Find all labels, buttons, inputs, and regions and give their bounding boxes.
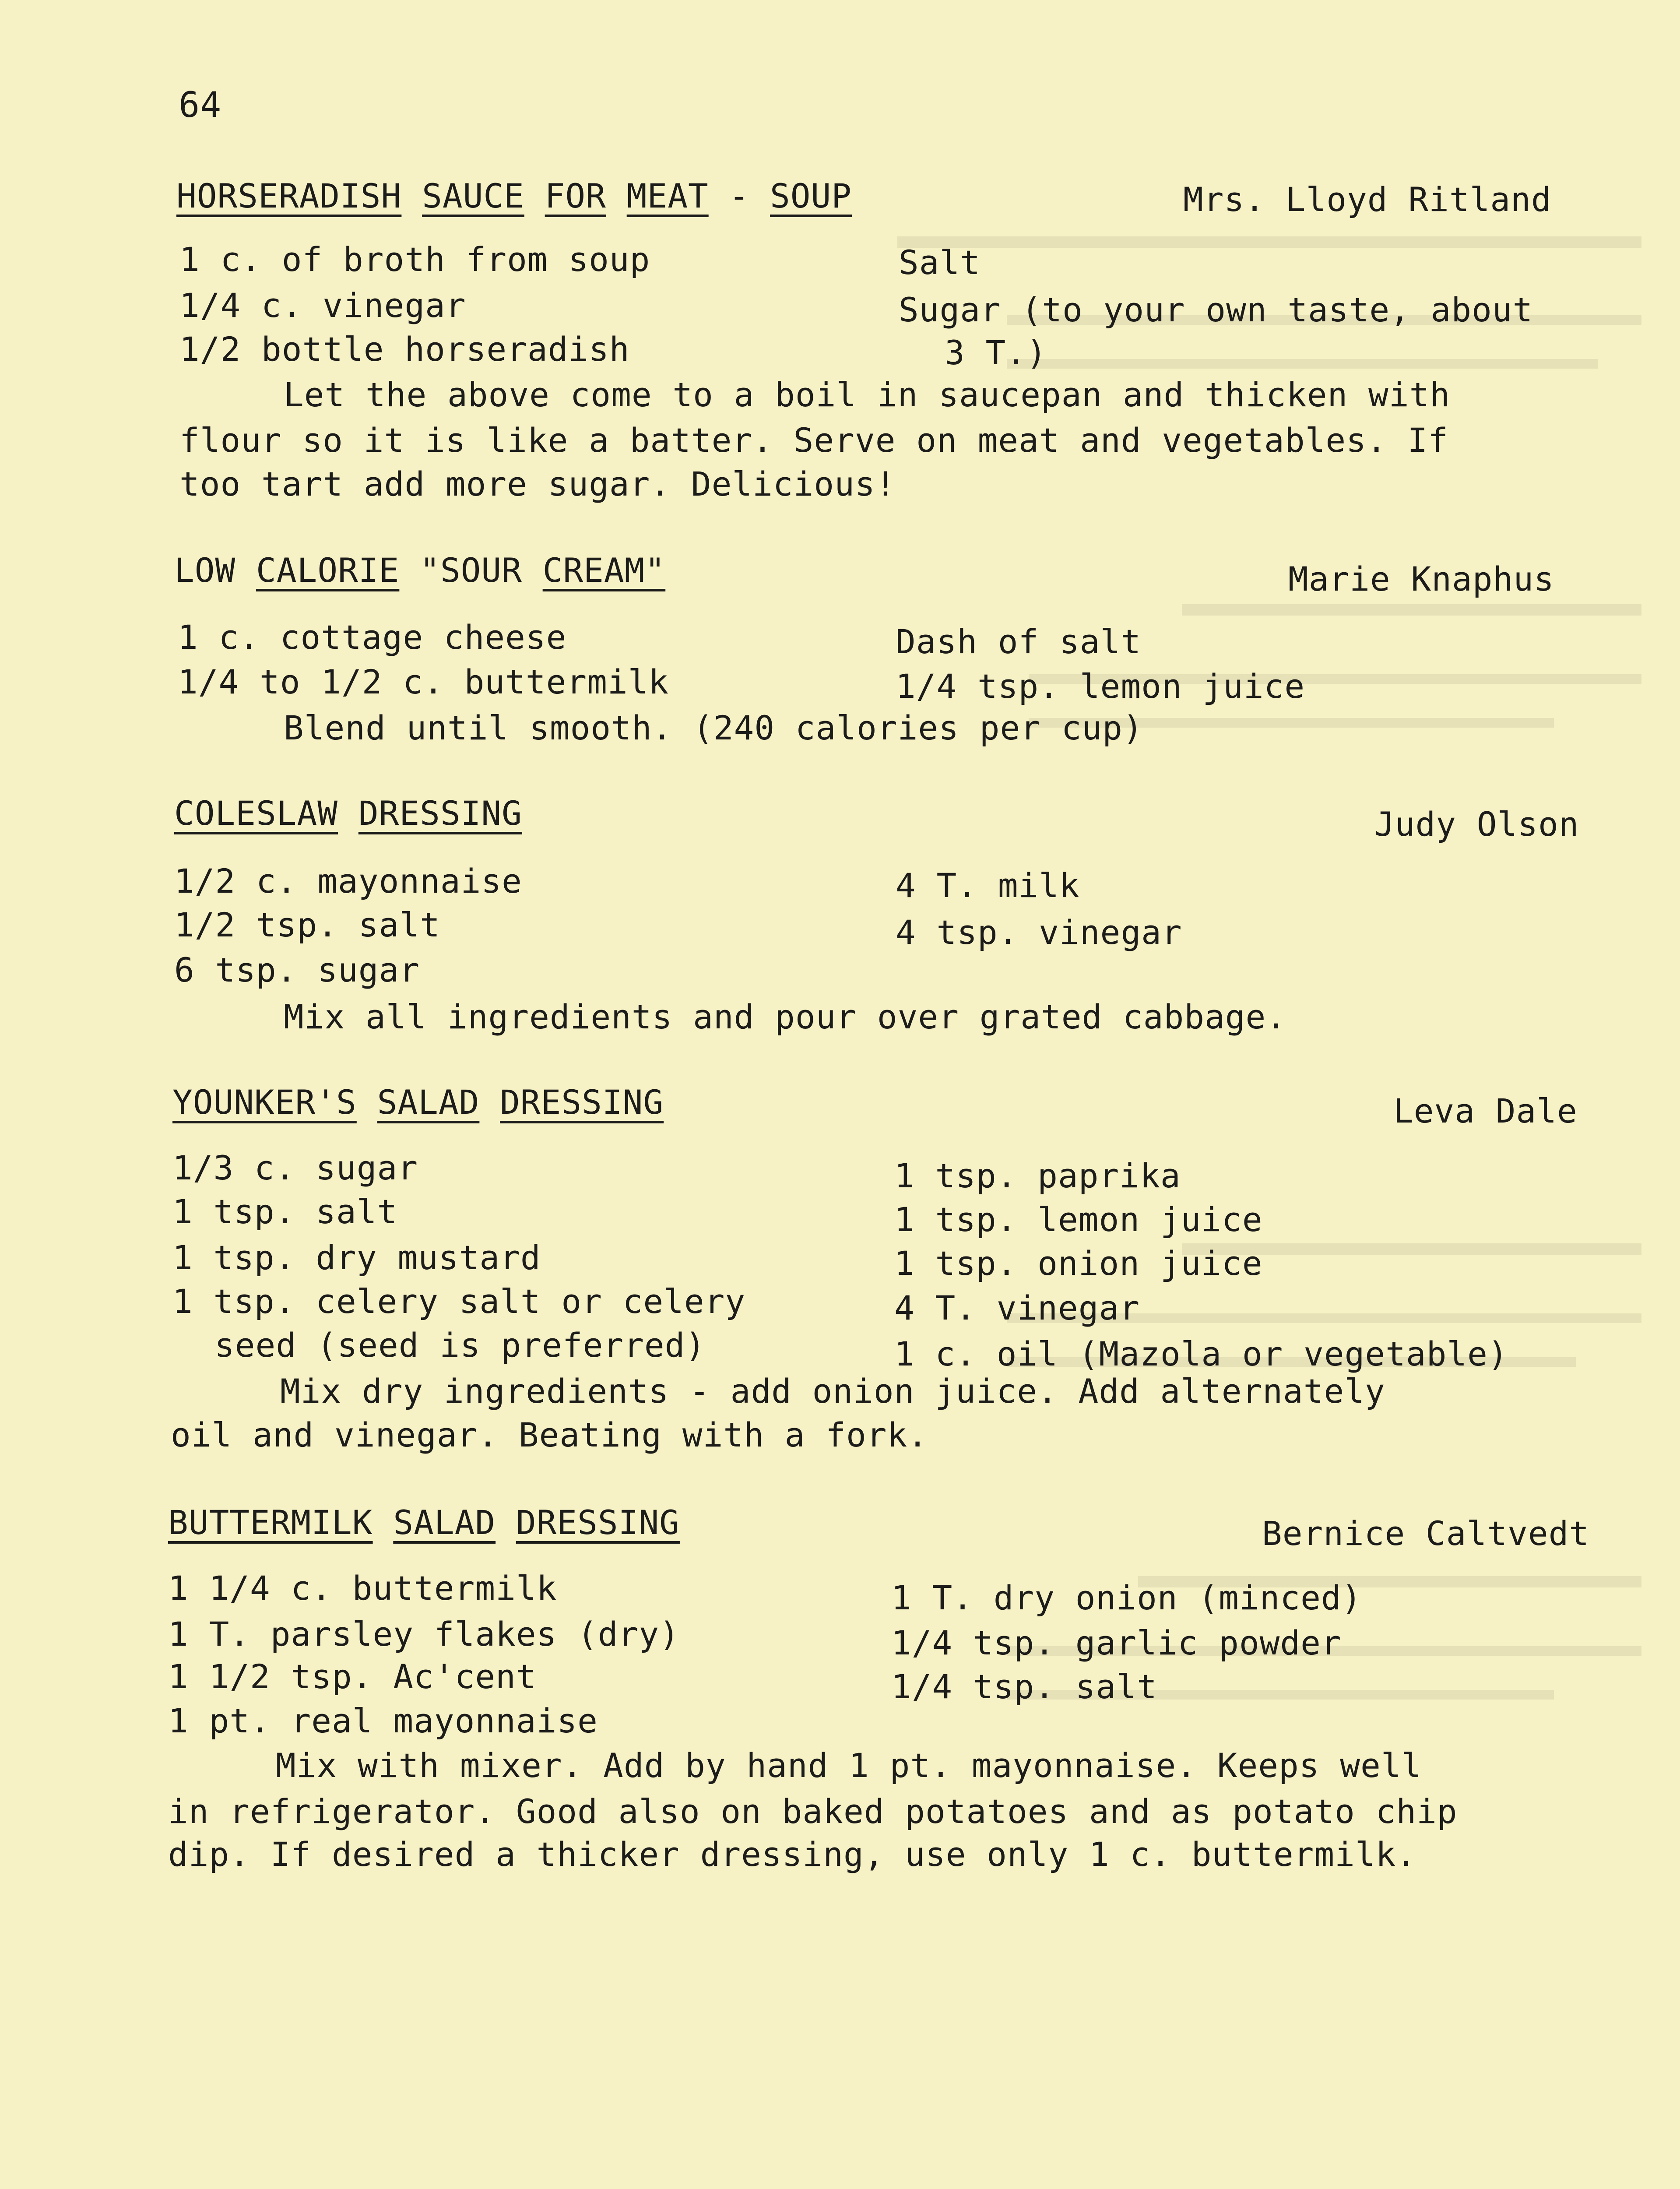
ingredient: Sugar (to your own taste, about: [899, 290, 1533, 329]
ingredient: 1/2 tsp. salt: [174, 905, 440, 944]
ingredient: 1 tsp. salt: [172, 1192, 398, 1231]
recipe-title: [174, 794, 522, 833]
ingredient: 4 T. milk: [896, 866, 1080, 905]
ingredient: 1/4 c. vinegar: [179, 286, 466, 325]
title-word: SOUP: [770, 176, 852, 215]
title-word: DRESSING: [358, 794, 522, 833]
ingredient: 1/2 bottle horseradish: [179, 330, 630, 369]
title-word: "SOUR: [420, 551, 522, 590]
page-number: 64: [179, 84, 222, 125]
title-word: FOR: [545, 176, 606, 215]
ingredient: 1 1/4 c. buttermilk: [168, 1569, 557, 1608]
instructions-line: Mix dry ingredients - add onion juice. Add alternately: [280, 1372, 1385, 1411]
instructions-line: Mix with mixer. Add by hand 1 pt. mayonnaise. Keeps well: [276, 1746, 1422, 1785]
ingredient: 1 pt. real mayonnaise: [168, 1701, 598, 1740]
recipe-title: [168, 1503, 680, 1542]
ingredient: Salt: [899, 243, 981, 282]
title-word: DRESSING: [516, 1503, 680, 1542]
ingredient: 1 1/2 tsp. Ac'cent: [168, 1657, 537, 1696]
ingredient: 1/3 c. sugar: [172, 1148, 418, 1187]
ingredient: 3 T.): [945, 333, 1047, 372]
instructions-line: Mix all ingredients and pour over grated cabbage.: [284, 997, 1287, 1036]
ingredient: 1 tsp. onion juice: [894, 1244, 1263, 1283]
title-word: COLESLAW: [174, 794, 338, 833]
title-word: DRESSING: [500, 1083, 664, 1122]
ingredient: 1/2 c. mayonnaise: [174, 862, 522, 901]
ingredient: 4 T. vinegar: [894, 1288, 1140, 1327]
title-word: SAUCE: [422, 176, 524, 215]
ingredient: 6 tsp. sugar: [174, 950, 420, 989]
recipe-title: [176, 176, 852, 215]
ingredient: 1 tsp. lemon juice: [894, 1200, 1263, 1239]
ingredient: 4 tsp. vinegar: [896, 913, 1182, 952]
instructions-line: dip. If desired a thicker dressing, use only 1 c. buttermilk.: [168, 1835, 1417, 1874]
instructions-line: Blend until smooth. (240 calories per cup): [284, 708, 1143, 747]
ingredient: 1 c. cottage cheese: [178, 618, 567, 657]
title-word: HORSERADISH: [176, 176, 402, 215]
recipe-author: Marie Knaphus: [1288, 560, 1554, 598]
instructions-line: in refrigerator. Good also on baked potatoes and as potato chip: [168, 1792, 1458, 1831]
ingredient: 1 tsp. dry mustard: [172, 1238, 541, 1277]
recipe-title: [172, 1083, 664, 1122]
recipe-author: Bernice Caltvedt: [1262, 1514, 1590, 1553]
ingredient: 1/4 tsp. garlic powder: [891, 1623, 1342, 1662]
ingredient: 1 tsp. celery salt or celery: [172, 1282, 746, 1321]
recipe-author: Judy Olson: [1374, 805, 1579, 844]
ingredient: 1 tsp. paprika: [894, 1156, 1181, 1195]
title-word: CALORIE: [256, 551, 400, 590]
title-word: SALAD: [393, 1503, 496, 1542]
title-word: MEAT: [626, 176, 709, 215]
ingredient: seed (seed is preferred): [214, 1326, 706, 1365]
title-word: CREAM": [542, 551, 666, 590]
title-word: BUTTERMILK: [168, 1503, 373, 1542]
ingredient: Dash of salt: [896, 622, 1142, 661]
recipe-author: Leva Dale: [1393, 1091, 1578, 1130]
ingredient: 1 T. parsley flakes (dry): [168, 1615, 680, 1654]
ingredient: 1 T. dry onion (minced): [891, 1578, 1362, 1617]
ingredient: 1 c. of broth from soup: [179, 240, 650, 279]
title-word: SALAD: [377, 1083, 480, 1122]
title-word: LOW: [174, 551, 236, 590]
recipe-author: Mrs. Lloyd Ritland: [1183, 180, 1552, 219]
ingredient: 1 c. oil (Mazola or vegetable): [894, 1334, 1508, 1373]
title-word: YOUNKER'S: [172, 1083, 357, 1122]
title-word: -: [729, 176, 750, 215]
instructions-line: too tart add more sugar. Delicious!: [179, 465, 896, 503]
instructions-line: flour so it is like a batter. Serve on meat and vegetables. If: [179, 421, 1448, 460]
recipe-title: [174, 551, 666, 590]
ingredient: 1/4 tsp. lemon juice: [896, 667, 1305, 706]
ingredient: 1/4 tsp. salt: [891, 1667, 1157, 1706]
instructions-line: Let the above come to a boil in saucepan and thicken with: [284, 375, 1451, 414]
instructions-line: oil and vinegar. Beating with a fork.: [171, 1415, 928, 1454]
ingredient: 1/4 to 1/2 c. buttermilk: [178, 662, 669, 701]
